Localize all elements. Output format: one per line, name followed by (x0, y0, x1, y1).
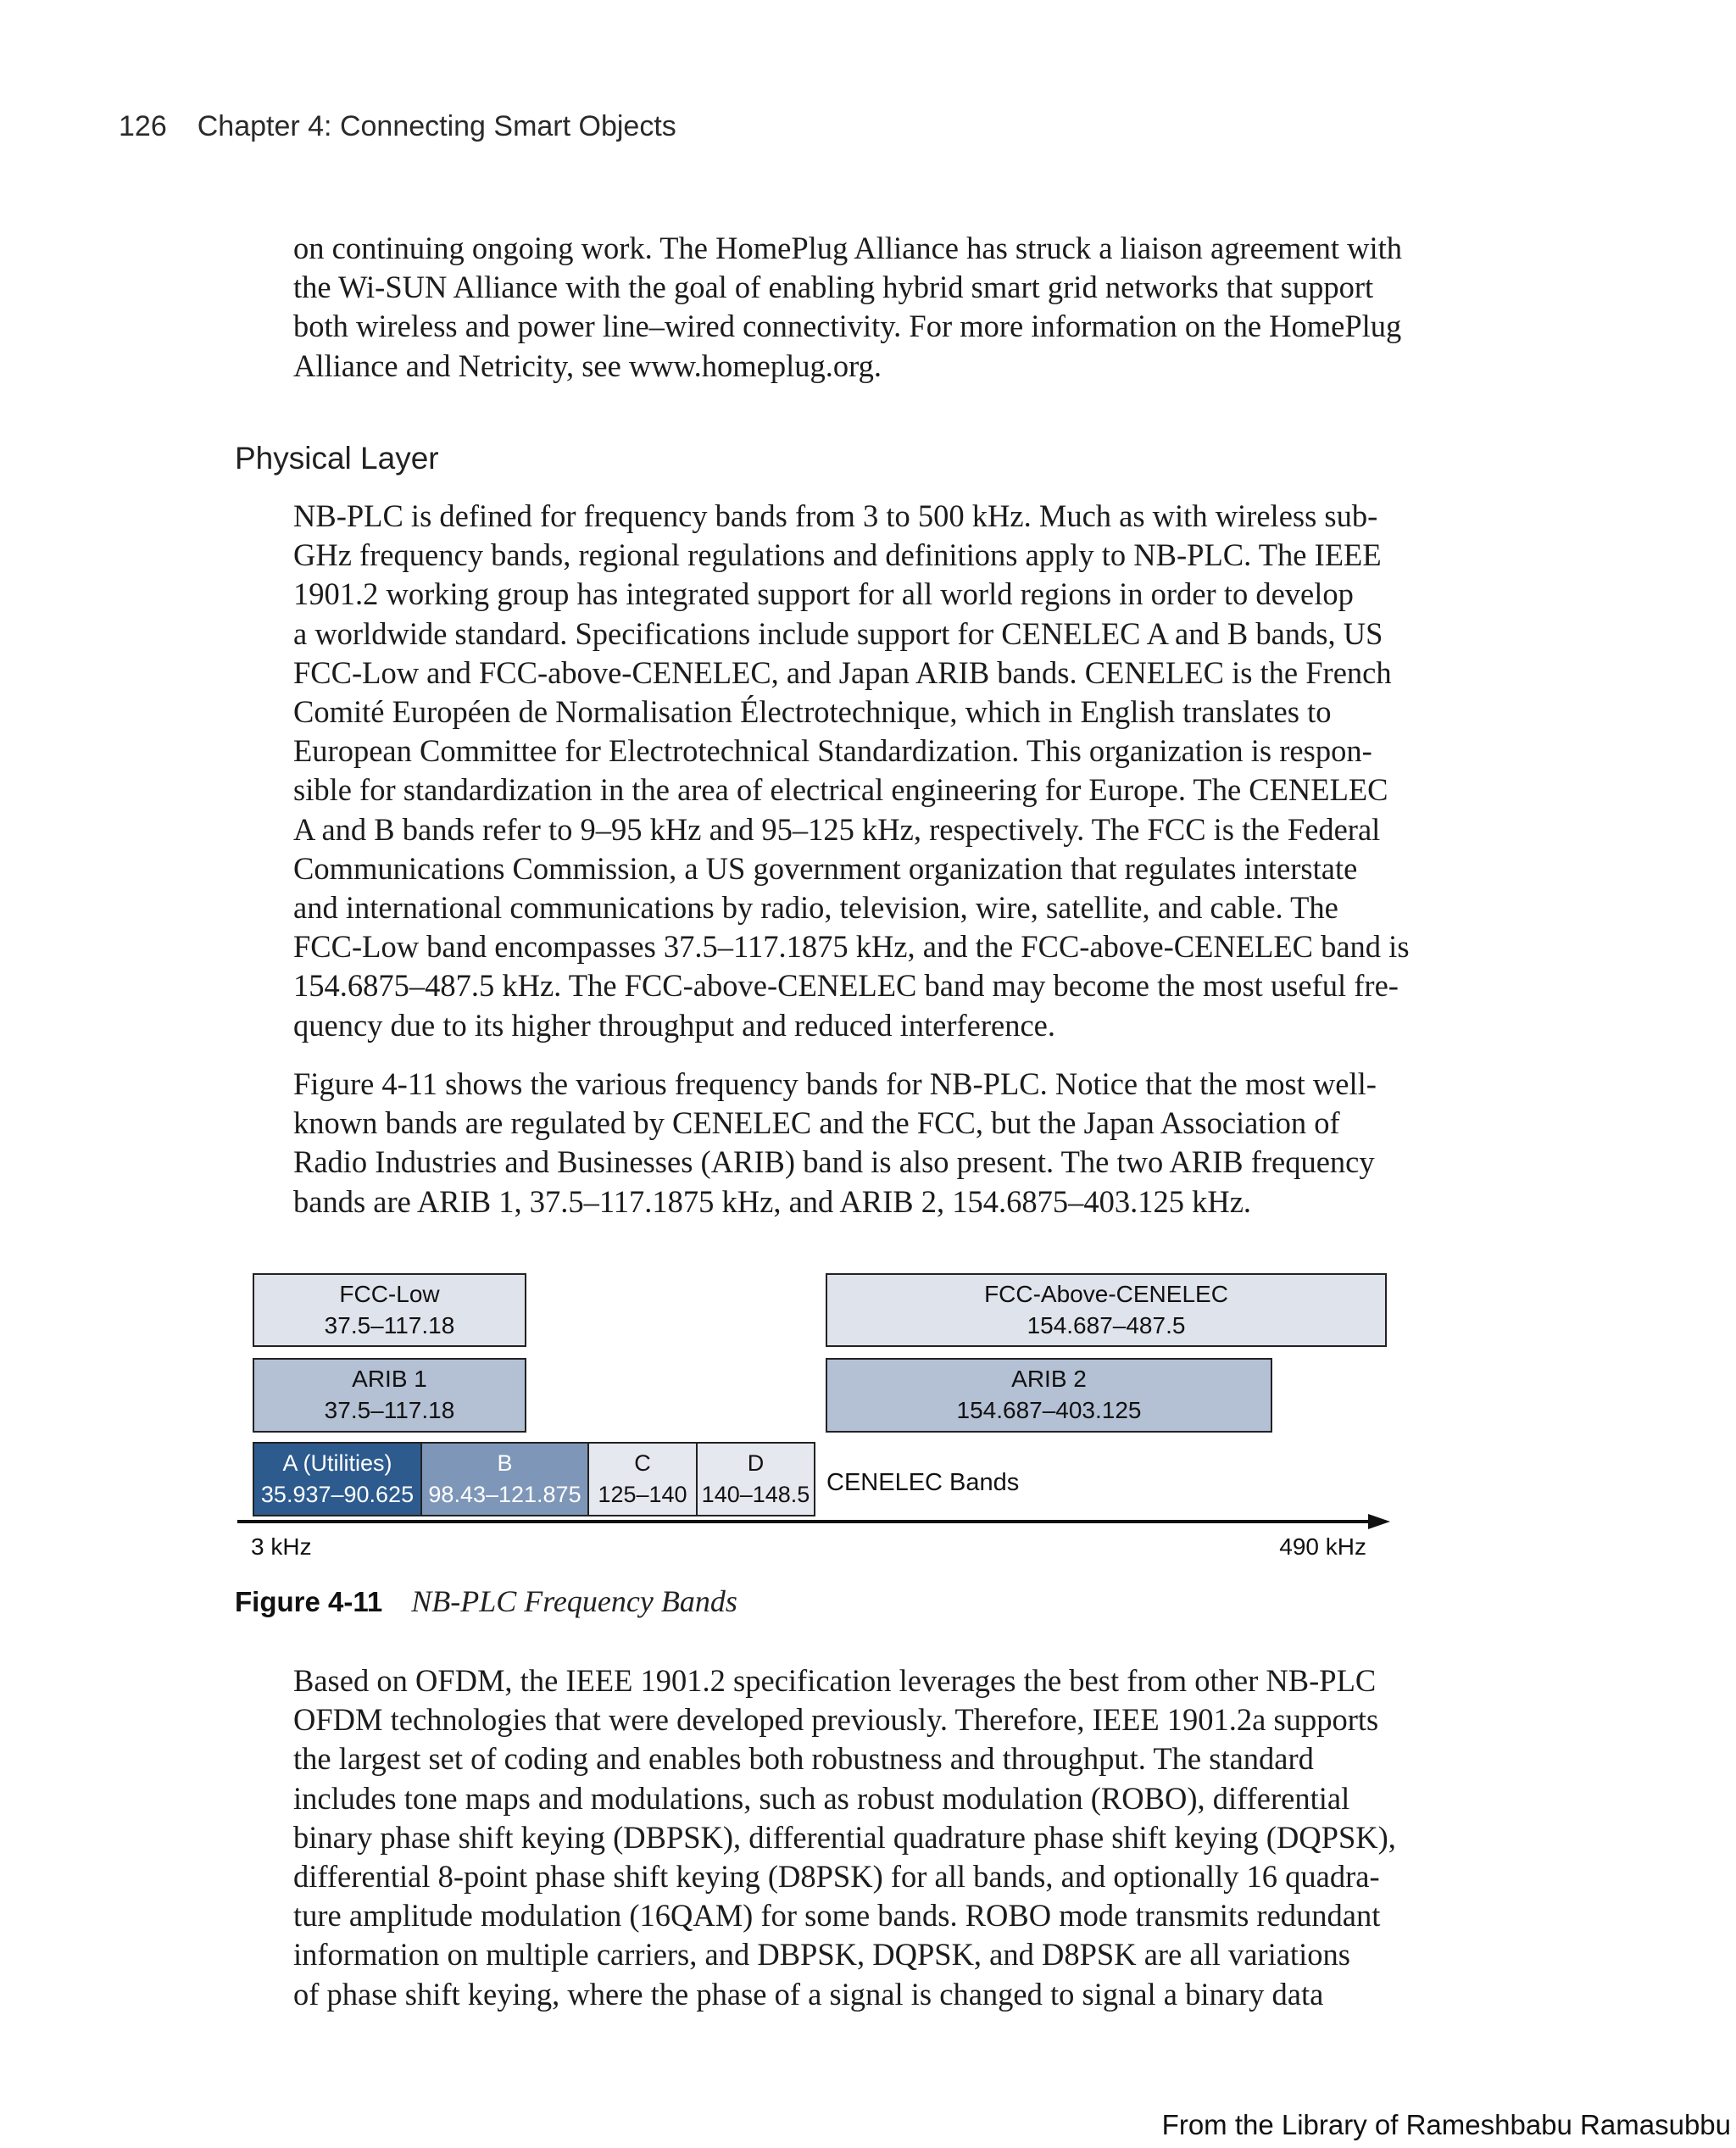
arib1-band (253, 1359, 526, 1432)
text-line: A and B bands refer to 9–95 kHz and 95–125 kHz, respectively. The FCC is the Federal (293, 811, 1381, 847)
text-line: Radio Industries and Businesses (ARIB) band is also present. The two ARIB frequency (293, 1144, 1375, 1180)
fcc-low-band (253, 1274, 526, 1346)
text-line: the largest set of coding and enables both robustness and throughput. The standard (293, 1741, 1314, 1777)
band-label: FCC-Low (339, 1281, 440, 1307)
text-line: quency due to its higher throughput and reduced interference. (293, 1007, 1055, 1043)
page-number: 126 (119, 110, 167, 142)
axis-arrowhead (1368, 1514, 1390, 1529)
band-label: ARIB 2 (1011, 1366, 1087, 1392)
text-line: includes tone maps and modulations, such as robust modulation (ROBO), differential (293, 1780, 1350, 1816)
axis-end-label: 490 kHz (1279, 1533, 1366, 1560)
axis-start-label: 3 kHz (251, 1533, 312, 1560)
cenelec-bands-label: CENELEC Bands (826, 1469, 1020, 1496)
cenelec-b-band (421, 1443, 588, 1516)
band-range: 35.937–90.625 (260, 1482, 415, 1507)
band-range: 125–140 (598, 1482, 687, 1507)
text-line: Alliance and Netricity, see www.homeplug.org. (293, 348, 882, 383)
band-range: 154.687–487.5 (1027, 1312, 1186, 1338)
band-label: C (634, 1450, 651, 1476)
band-range: 140–148.5 (701, 1482, 810, 1507)
band-range: 154.687–403.125 (956, 1397, 1142, 1423)
band-range: 98.43–121.875 (428, 1482, 581, 1507)
band-range: 37.5–117.18 (324, 1397, 455, 1423)
text-line: both wireless and power line–wired connectivity. For more information on the HomePlug (293, 309, 1402, 344)
text-line: a worldwide standard. Specifications include support for CENELEC A and B bands, US (293, 615, 1383, 651)
text-line: known bands are regulated by CENELEC and the FCC, but the Japan Association of (293, 1105, 1340, 1141)
band-label: ARIB 1 (352, 1366, 427, 1392)
band-label: B (497, 1450, 513, 1476)
paragraph-ofdm (293, 1661, 1446, 2014)
text-line: bands are ARIB 1, 37.5–117.1875 kHz, and ARIB 2, 154.6875–403.125 kHz. (293, 1183, 1252, 1219)
fcc-above-cenelec-band (826, 1274, 1386, 1346)
band-label: D (747, 1450, 765, 1476)
figure-title: NB-PLC Frequency Bands (411, 1584, 737, 1618)
text-line: European Committee for Electrotechnical Standardization. This organization is respon- (293, 733, 1372, 769)
text-line: Comité Européen de Normalisation Électrotechnique, which in English translates to (293, 694, 1332, 730)
text-line: differential 8-point phase shift keying (D8PSK) for all bands, and optionally 16 quadra- (293, 1859, 1380, 1895)
text-line: information on multiple carriers, and DBPSK, DQPSK, and D8PSK are all variations (293, 1937, 1350, 1973)
text-line: ture amplitude modulation (16QAM) for some bands. ROBO mode transmits redundant (293, 1898, 1381, 1934)
text-line: Based on OFDM, the IEEE 1901.2 specification leverages the best from other NB-PLC (293, 1663, 1377, 1698)
cenelec-d-band (697, 1443, 815, 1516)
band-label: A (Utilities) (282, 1450, 392, 1476)
text-line: GHz frequency bands, regional regulations and definitions apply to NB-PLC. The IEEE (293, 537, 1382, 573)
cenelec-a-band (253, 1443, 421, 1516)
text-line: FCC-Low band encompasses 37.5–117.1875 kHz, and the FCC-above-CENELEC band is (293, 929, 1410, 965)
text-line: NB-PLC is defined for frequency bands from 3 to 500 kHz. Much as with wireless sub- (293, 498, 1378, 533)
text-line: sible for standardization in the area of electrical engineering for Europe. The CENELEC (293, 772, 1388, 808)
chapter-title: Chapter 4: Connecting Smart Objects (197, 110, 676, 142)
figure-number: Figure 4-11 (235, 1586, 383, 1617)
figure-caption (235, 1583, 737, 1619)
text-line: and international communications by radio, television, wire, satellite, and cable. The (293, 890, 1338, 926)
section-heading: Physical Layer (235, 441, 439, 476)
text-line: the Wi-SUN Alliance with the goal of enabling hybrid smart grid networks that support (293, 270, 1374, 305)
text-line: OFDM technologies that were developed previously. Therefore, IEEE 1901.2a supports (293, 1702, 1379, 1738)
library-footer: From the Library of Rameshbabu Ramasubbu (1161, 2109, 1731, 2140)
text-line: 154.6875–487.5 kHz. The FCC-above-CENELEC band may become the most useful fre- (293, 968, 1399, 1004)
text-line: on continuing ongoing work. The HomePlug Alliance has struck a liaison agreement with (293, 231, 1403, 265)
text-line: 1901.2 working group has integrated support for all world regions in order to develop (293, 576, 1354, 612)
arib2-band (826, 1359, 1271, 1432)
band-label: FCC-Above-CENELEC (984, 1281, 1228, 1307)
text-line: FCC-Low and FCC-above-CENELEC, and Japan ARIB bands. CENELEC is the French (293, 654, 1392, 690)
band-range: 37.5–117.18 (324, 1312, 455, 1338)
cenelec-c-band (588, 1443, 697, 1516)
text-line: Figure 4-11 shows the various frequency bands for NB-PLC. Notice that the most well- (293, 1066, 1377, 1101)
text-line: binary phase shift keying (DBPSK), differential quadrature phase shift keying (DQPSK), (293, 1819, 1396, 1855)
text-line: of phase shift keying, where the phase of a signal is changed to signal a binary data (293, 1976, 1324, 2012)
text-line: Communications Commission, a US government organization that regulates interstate (293, 850, 1358, 886)
